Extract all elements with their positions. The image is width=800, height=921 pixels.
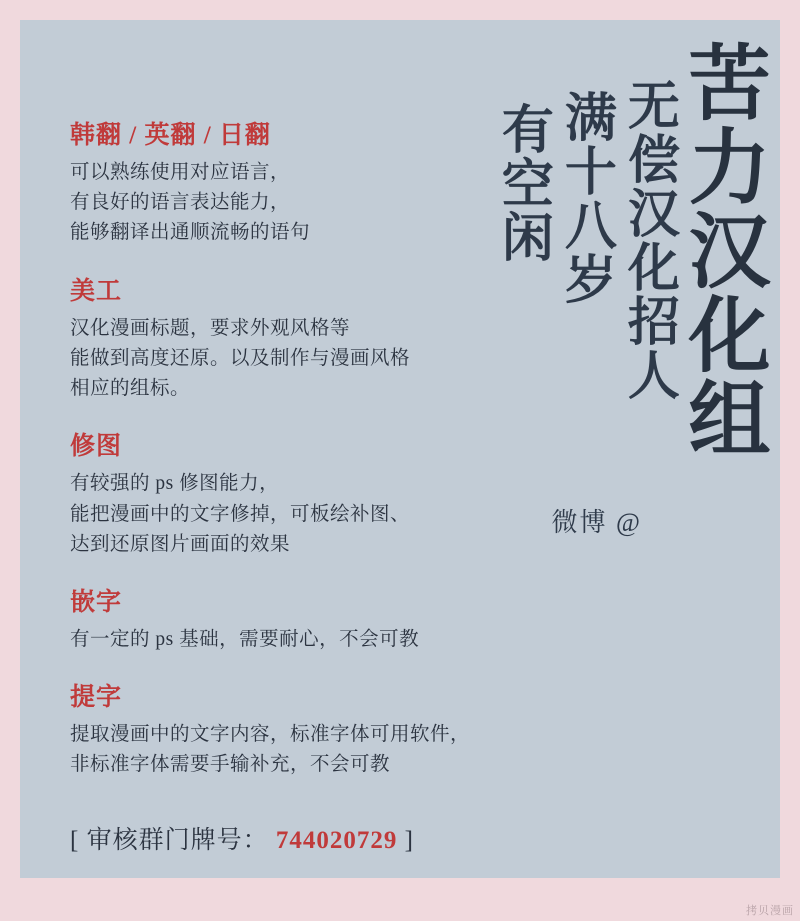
group-number-prefix: [ 审核群门牌号： [70, 827, 269, 854]
role-line: 达到还原图片画面的效果 [70, 533, 291, 555]
role-line: 能够翻译出通顺流畅的语句 [70, 222, 311, 244]
recruitment-poster [20, 20, 780, 878]
role-title: 嵌字 [70, 588, 123, 616]
role-title: 韩翻 / 英翻 / 日翻 [70, 122, 271, 149]
group-name-title: 苦力汉化组 [677, 40, 768, 460]
role-section-art [70, 271, 540, 405]
role-title: 修图 [70, 433, 123, 461]
role-line: 有一定的 ps 基础，需要耐心，不会可教 [70, 628, 420, 650]
watermark-label: 拷贝漫画 [746, 905, 794, 917]
role-line: 汉化漫画标题，要求外观风格等 [70, 317, 351, 339]
headline-column-2: 满十八岁 [556, 90, 614, 306]
headline-column-3: 有空闲 [493, 102, 551, 264]
role-section-typeset [70, 582, 540, 655]
weibo-handle-label: 微博 @ [551, 508, 642, 537]
role-line: 提取漫画中的文字内容，标准字体可用软件， [70, 724, 471, 746]
role-line: 能做到高度还原。以及制作与漫画风格 [70, 347, 411, 369]
role-line: 能把漫画中的文字修掉，可板绘补图、 [70, 503, 411, 525]
group-number-line [70, 820, 414, 856]
headline-column-1: 无偿汉化招人 [619, 78, 677, 402]
role-title: 美工 [70, 277, 123, 305]
role-section-transcribe [70, 677, 540, 780]
group-number-code: 744020729 [275, 827, 398, 854]
group-number-suffix: ] [404, 827, 414, 854]
role-sections [70, 115, 540, 803]
role-line: 非标准字体需要手输补充，不会可教 [70, 754, 391, 776]
role-line: 有良好的语言表达能力， [70, 192, 291, 214]
role-line: 有较强的 ps 修图能力， [70, 473, 280, 495]
role-section-translation [70, 115, 540, 249]
role-line: 相应的组标。 [70, 378, 191, 400]
role-title: 提字 [70, 684, 123, 712]
role-line: 可以熟练使用对应语言， [70, 162, 291, 183]
role-section-retouch [70, 426, 540, 560]
